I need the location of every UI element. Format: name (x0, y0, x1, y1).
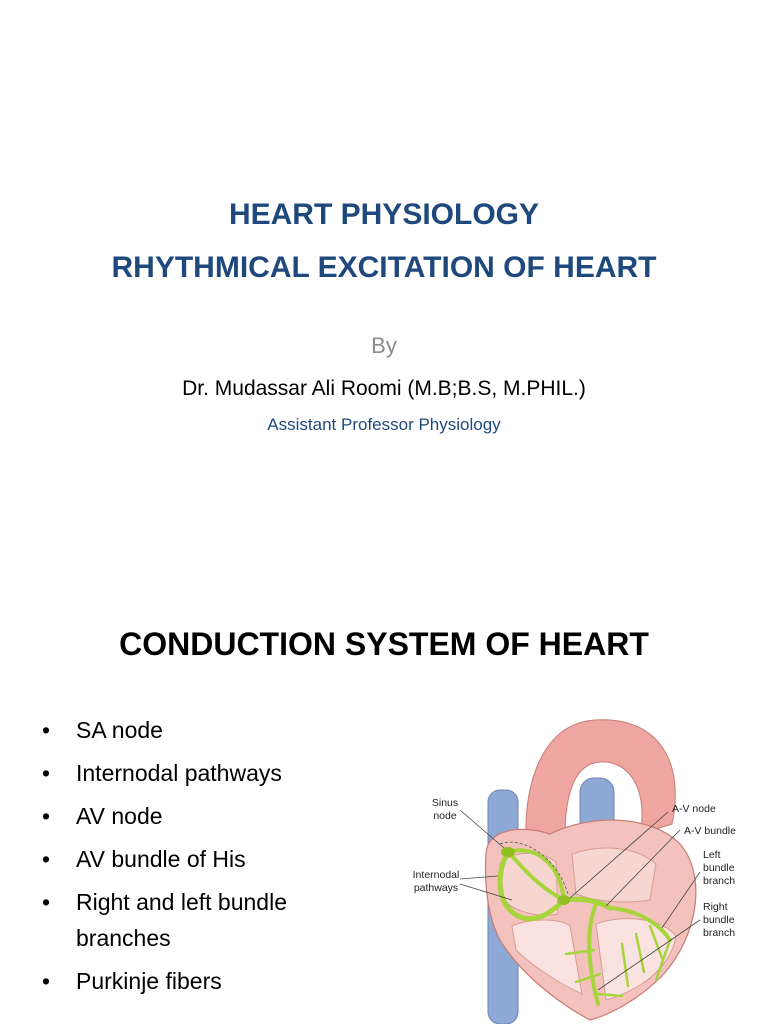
left-bundle-label-2: bundle (703, 862, 735, 874)
left-bundle-label: Left (703, 849, 721, 861)
list-item: • AV node (42, 803, 163, 829)
internodal-label-2: pathways (413, 882, 459, 894)
author-name: Dr. Mudassar Ali Roomi (M.B;B.S, M.PHIL.) (182, 377, 586, 400)
sa-node (501, 847, 515, 857)
list-item: • AV bundle of His (42, 846, 246, 872)
internodal-label: Internodal (412, 869, 460, 881)
author-role: Assistant Professor Physiology (267, 415, 501, 434)
av-node (558, 895, 570, 905)
right-bundle-label: Right (703, 901, 728, 913)
sinus-node-label: Sinus (431, 797, 459, 809)
by-label: By (371, 333, 397, 358)
av-bundle-label: A-V bundle (684, 825, 736, 837)
right-bundle-label-3: branch (703, 927, 736, 939)
list-item: • SA node (42, 717, 163, 743)
heart-conduction-diagram (400, 704, 768, 1024)
av-node-label: A-V node (672, 803, 716, 815)
list-item: • Purkinje fibers (42, 968, 222, 994)
left-bundle-label-3: branch (703, 875, 736, 887)
sinus-node-label-2: node (433, 810, 457, 822)
right-bundle-label-2: bundle (703, 914, 735, 926)
list-item: • Right and left bundle branches (42, 889, 287, 951)
left-atrium (572, 848, 656, 902)
slide-heading: CONDUCTION SYSTEM OF HEART (119, 626, 649, 662)
slide-title-line1: HEART PHYSIOLOGY (228, 198, 540, 231)
slide-title-line2: RHYTHMICAL EXCITATION OF HEART (111, 251, 657, 284)
list-item: • Internodal pathways (42, 760, 282, 786)
conduction-slide (0, 586, 768, 1024)
bullet-list (40, 712, 370, 1006)
